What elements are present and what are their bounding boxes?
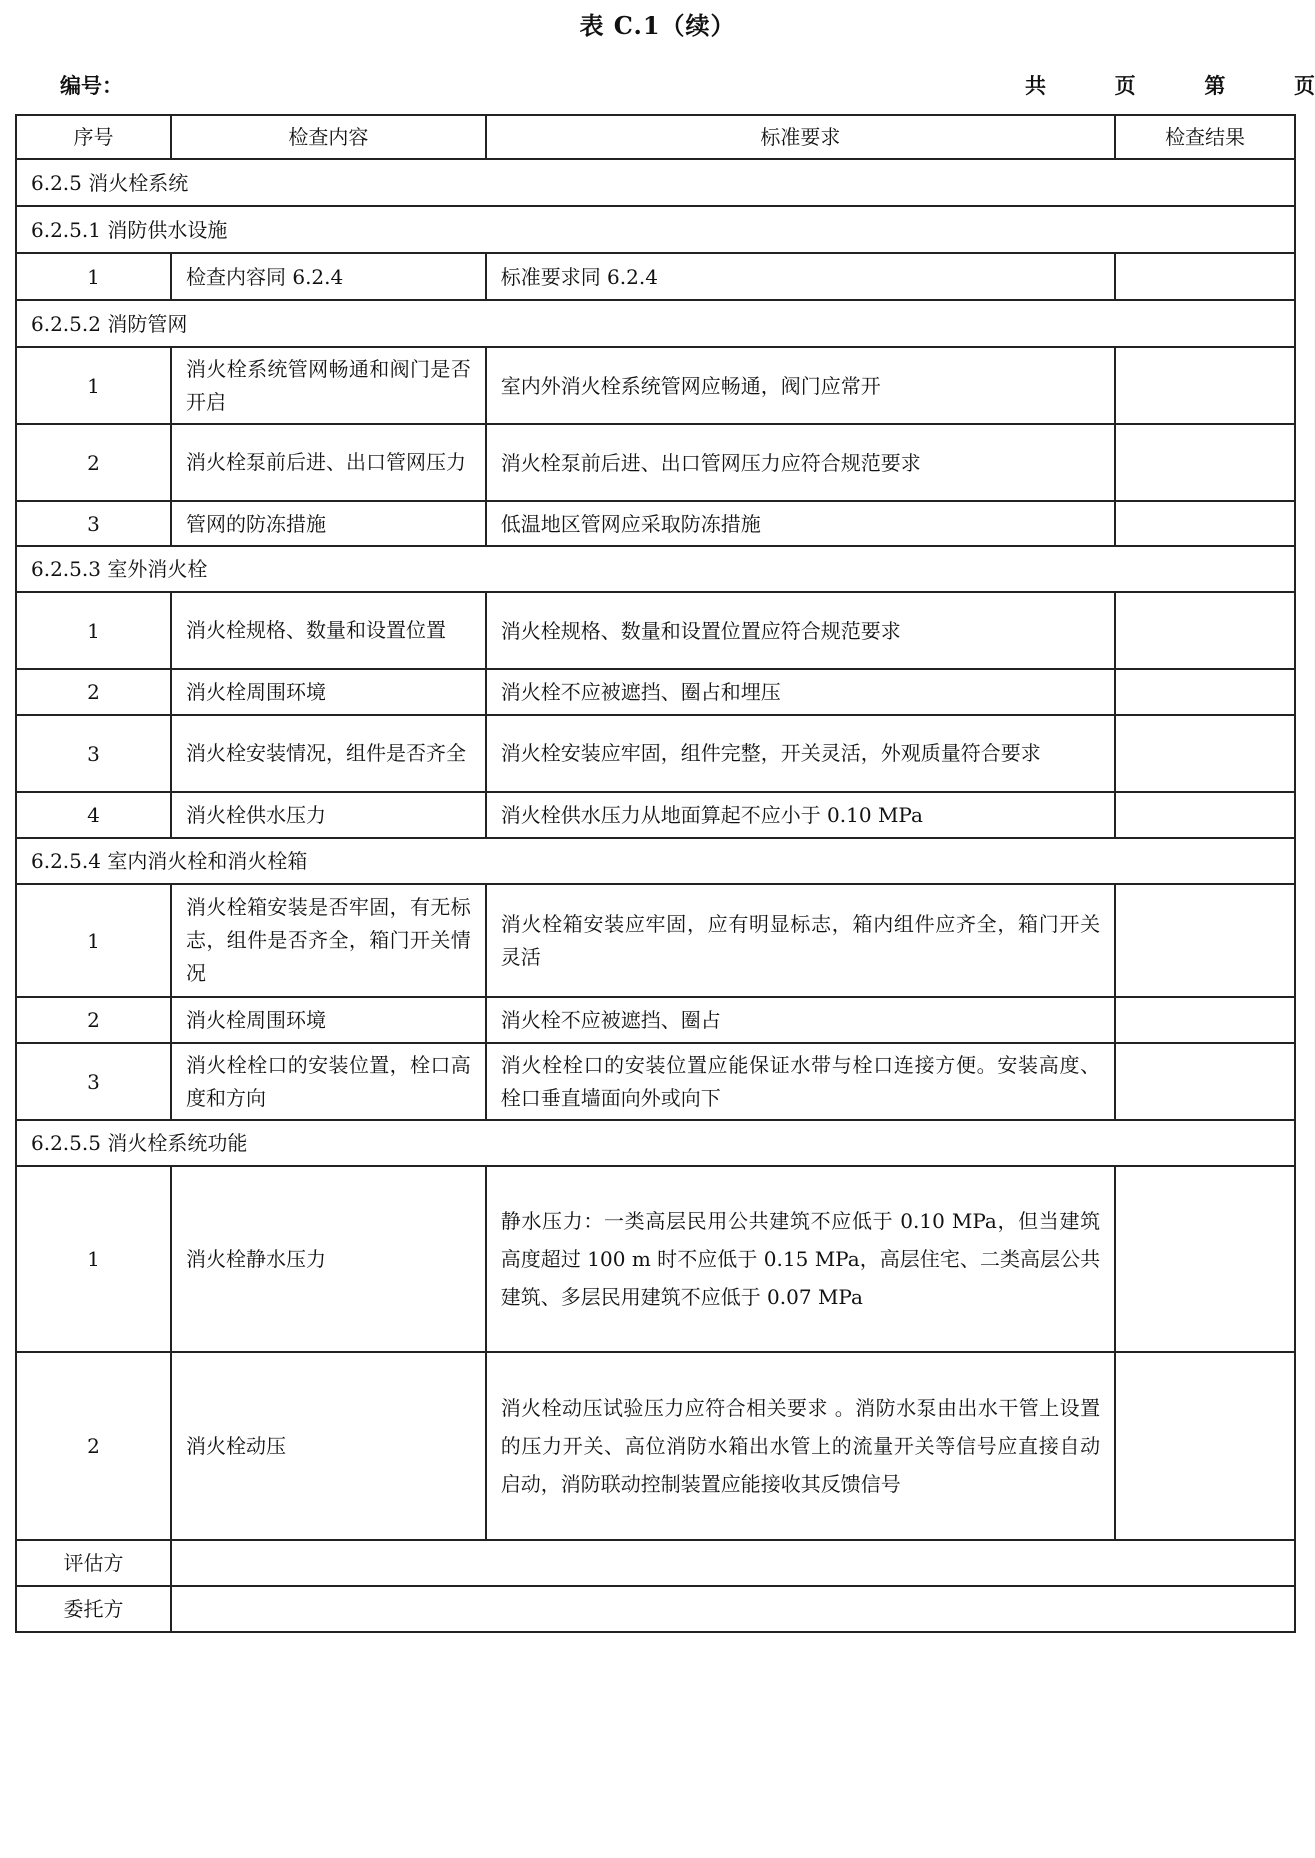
standard-requirement: 消火栓规格、数量和设置位置应符合规范要求 xyxy=(486,592,1115,669)
table-row xyxy=(16,501,1295,546)
table-row xyxy=(16,715,1295,792)
table-row xyxy=(16,424,1295,501)
table-meta xyxy=(60,70,1315,100)
page-unit-label: 页 xyxy=(1293,73,1315,98)
check-result-cell xyxy=(1115,592,1295,669)
client-signature-cell xyxy=(171,1586,1295,1632)
section-row xyxy=(16,206,1295,253)
table-row xyxy=(16,347,1295,424)
footer-row xyxy=(16,1586,1295,1632)
header-content: 检查内容 xyxy=(171,115,486,159)
section-title: 6.2.5.1 消防供水设施 xyxy=(16,206,1295,253)
standard-requirement: 标准要求同 6.2.4 xyxy=(486,253,1115,300)
check-result-cell xyxy=(1115,669,1295,715)
check-result-cell xyxy=(1115,1043,1295,1120)
check-content: 消火栓栓口的安装位置，栓口高度和方向 xyxy=(171,1043,486,1120)
section-title: 6.2.5.5 消火栓系统功能 xyxy=(16,1120,1295,1166)
standard-requirement: 消火栓安装应牢固，组件完整，开关灵活，外观质量符合要求 xyxy=(486,715,1115,792)
row-number: 1 xyxy=(16,592,171,669)
check-content: 管网的防冻措施 xyxy=(171,501,486,546)
check-result-cell xyxy=(1115,253,1295,300)
section-row xyxy=(16,300,1295,347)
page-current-label: 第 xyxy=(1204,73,1226,98)
standard-requirement: 消火栓供水压力从地面算起不应小于 0.10 MPa xyxy=(486,792,1115,838)
row-number: 1 xyxy=(16,253,171,300)
table-row xyxy=(16,669,1295,715)
standard-requirement: 消火栓泵前后进、出口管网压力应符合规范要求 xyxy=(486,424,1115,501)
footer-row xyxy=(16,1540,1295,1586)
table-row xyxy=(16,997,1295,1043)
check-content: 消火栓箱安装是否牢固，有无标志，组件是否齐全，箱门开关情况 xyxy=(171,884,486,997)
check-content: 消火栓安装情况，组件是否齐全 xyxy=(171,715,486,792)
check-result-cell xyxy=(1115,424,1295,501)
row-number: 3 xyxy=(16,715,171,792)
check-content: 消火栓供水压力 xyxy=(171,792,486,838)
row-number: 2 xyxy=(16,424,171,501)
standard-requirement: 室内外消火栓系统管网应畅通，阀门应常开 xyxy=(486,347,1115,424)
row-number: 2 xyxy=(16,1352,171,1540)
section-title: 6.2.5.4 室内消火栓和消火栓箱 xyxy=(16,838,1295,884)
table-row xyxy=(16,1166,1295,1352)
table-row xyxy=(16,792,1295,838)
check-result-cell xyxy=(1115,715,1295,792)
standard-requirement: 消火栓动压试验压力应符合相关要求 。消防水泵由出水干管上设置的压力开关、高位消防水箱出水管上的流量开关等信号应直接自动启动，消防联动控制装置应能接收其反馈信号 xyxy=(486,1352,1115,1540)
page-indicator xyxy=(1025,70,1315,100)
table-row xyxy=(16,592,1295,669)
page-total-label: 共 xyxy=(1025,73,1046,98)
evaluator-signature-cell xyxy=(171,1540,1295,1586)
table-title: 表 C.1（续） xyxy=(579,11,736,40)
standard-requirement: 消火栓不应被遮挡、圈占和埋压 xyxy=(486,669,1115,715)
check-result-cell xyxy=(1115,501,1295,546)
standard-requirement: 消火栓不应被遮挡、圈占 xyxy=(486,997,1115,1043)
check-result-cell xyxy=(1115,347,1295,424)
check-content: 消火栓静水压力 xyxy=(171,1166,486,1352)
check-result-cell xyxy=(1115,1166,1295,1352)
row-number: 2 xyxy=(16,669,171,715)
row-number: 4 xyxy=(16,792,171,838)
check-result-cell xyxy=(1115,884,1295,997)
number-label: 编号： xyxy=(60,73,123,98)
row-number: 3 xyxy=(16,1043,171,1120)
check-content: 消火栓周围环境 xyxy=(171,997,486,1043)
header-requirement: 标准要求 xyxy=(486,115,1115,159)
check-content: 消火栓动压 xyxy=(171,1352,486,1540)
table-header-row xyxy=(16,115,1295,159)
standard-requirement: 消火栓栓口的安装位置应能保证水带与栓口连接方便。安装高度、栓口垂直墙面向外或向下 xyxy=(486,1043,1115,1120)
header-no: 序号 xyxy=(16,115,171,159)
inspection-table xyxy=(15,114,1296,1633)
section-row xyxy=(16,838,1295,884)
row-number: 1 xyxy=(16,347,171,424)
check-result-cell xyxy=(1115,792,1295,838)
evaluator-label: 评估方 xyxy=(16,1540,171,1586)
standard-requirement: 消火栓箱安装应牢固，应有明显标志，箱内组件应齐全，箱门开关灵活 xyxy=(486,884,1115,997)
section-row xyxy=(16,159,1295,206)
row-number: 3 xyxy=(16,501,171,546)
row-number: 2 xyxy=(16,997,171,1043)
section-title: 6.2.5 消火栓系统 xyxy=(16,159,1295,206)
section-row xyxy=(16,1120,1295,1166)
section-title: 6.2.5.3 室外消火栓 xyxy=(16,546,1295,592)
check-content: 检查内容同 6.2.4 xyxy=(171,253,486,300)
section-row xyxy=(16,546,1295,592)
header-result: 检查结果 xyxy=(1115,115,1295,159)
standard-requirement: 静水压力：一类高层民用公共建筑不应低于 0.10 MPa，但当建筑高度超过 100 m 时不应低于 0.15 MPa，高层住宅、二类高层公共建筑、多层民用建筑不应低于 0.07 MPa xyxy=(486,1166,1115,1352)
standard-requirement: 低温地区管网应采取防冻措施 xyxy=(486,501,1115,546)
check-result-cell xyxy=(1115,997,1295,1043)
check-content: 消火栓泵前后进、出口管网压力 xyxy=(171,424,486,501)
table-row xyxy=(16,1043,1295,1120)
check-content: 消火栓系统管网畅通和阀门是否开启 xyxy=(171,347,486,424)
row-number: 1 xyxy=(16,884,171,997)
table-row xyxy=(16,884,1295,997)
client-label: 委托方 xyxy=(16,1586,171,1632)
check-content: 消火栓规格、数量和设置位置 xyxy=(171,592,486,669)
check-content: 消火栓周围环境 xyxy=(171,669,486,715)
table-row xyxy=(16,253,1295,300)
page-unit-label: 页 xyxy=(1114,73,1136,98)
table-row xyxy=(16,1352,1295,1540)
section-title: 6.2.5.2 消防管网 xyxy=(16,300,1295,347)
check-result-cell xyxy=(1115,1352,1295,1540)
row-number: 1 xyxy=(16,1166,171,1352)
